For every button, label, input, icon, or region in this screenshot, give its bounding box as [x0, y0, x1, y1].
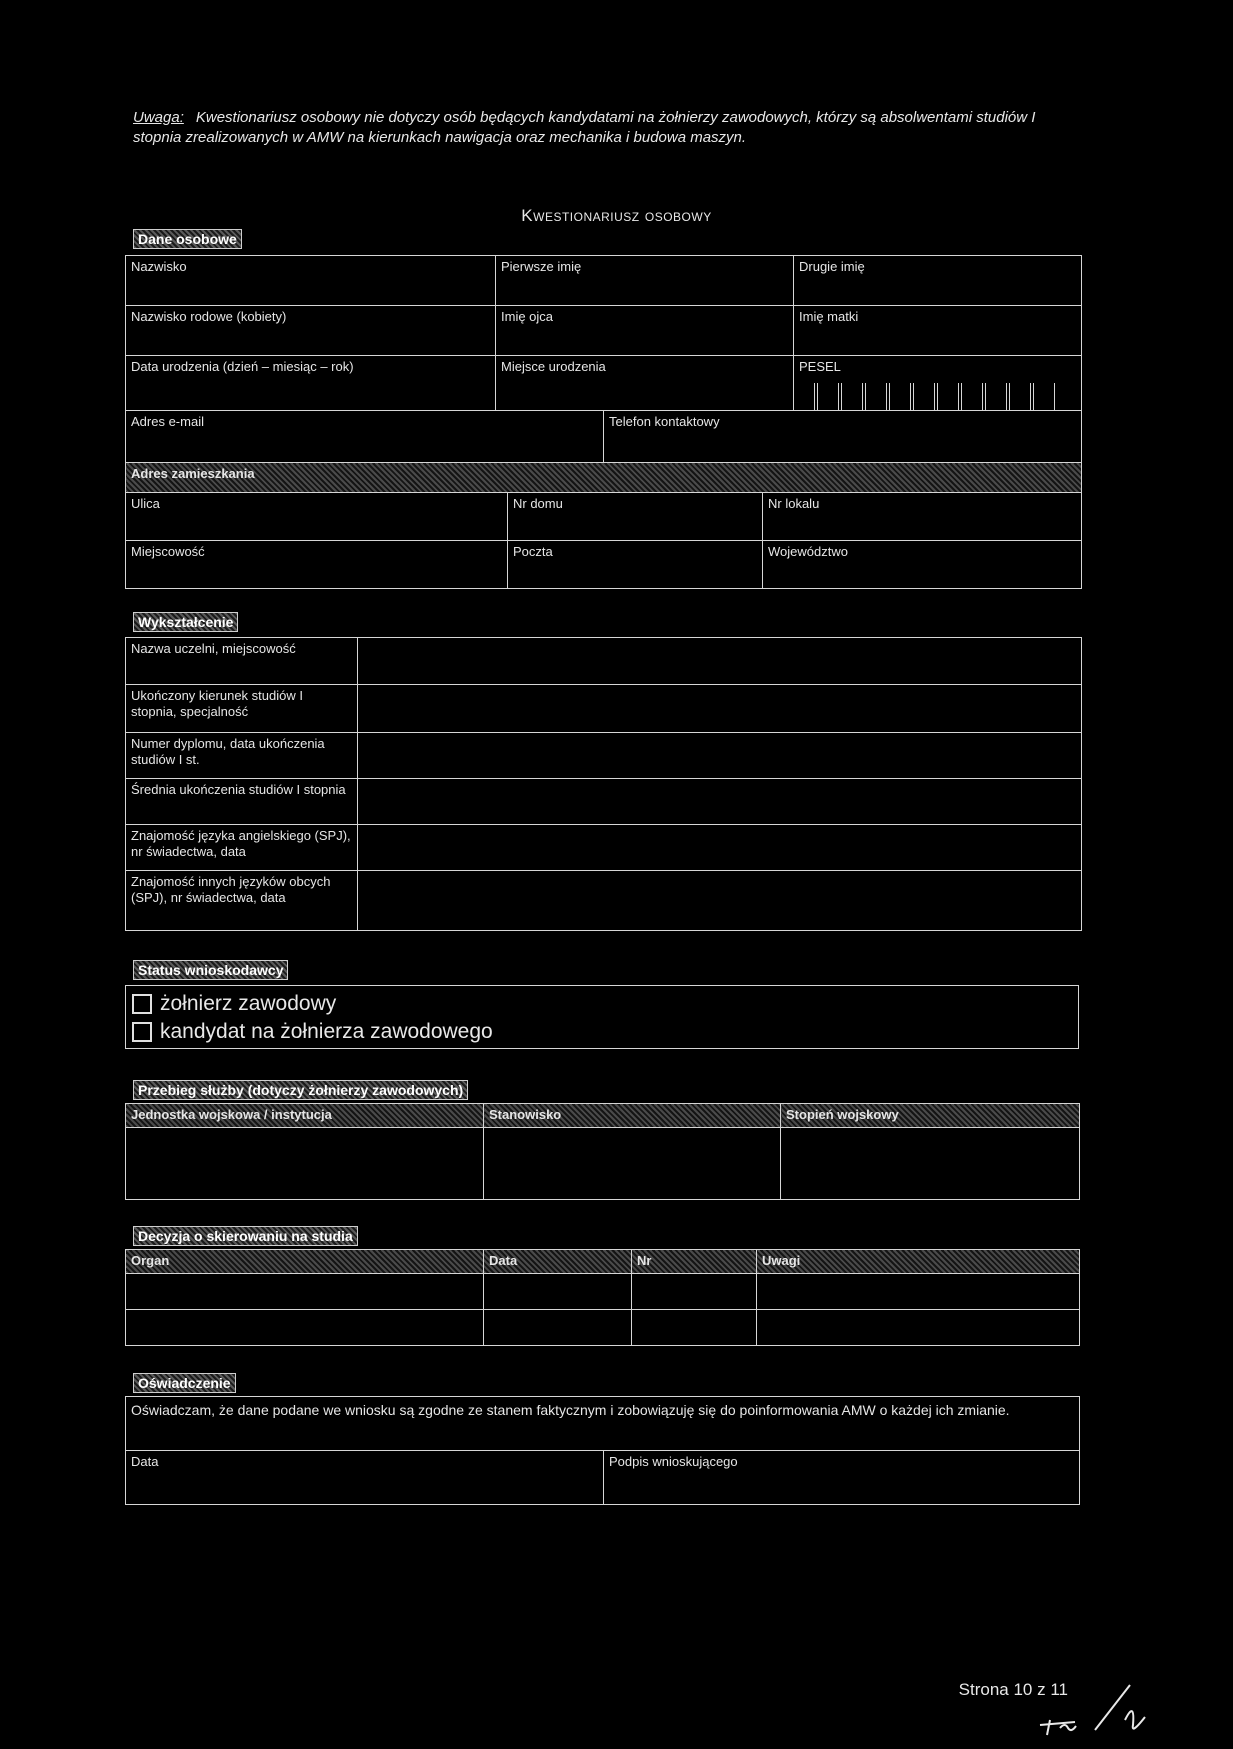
status-option-soldier[interactable] — [132, 990, 1072, 1018]
edu-value[interactable] — [358, 685, 1082, 733]
service-col-unit: Jednostka wojskowa / instytucja — [126, 1104, 484, 1128]
decisions-table — [125, 1249, 1080, 1346]
status-option-candidate[interactable] — [132, 1018, 1072, 1046]
decision-cell[interactable] — [484, 1274, 632, 1310]
decision-cell[interactable] — [484, 1310, 632, 1346]
field-post[interactable]: Poczta — [508, 541, 763, 589]
edu-label: Znajomość języka angielskiego (SPJ), nr świadectwa, data — [126, 825, 358, 871]
edu-value[interactable] — [358, 638, 1082, 685]
contact-table — [125, 410, 1082, 463]
field-house-no[interactable]: Nr domu — [508, 493, 763, 541]
field-city[interactable]: Miejscowość — [126, 541, 508, 589]
status-option-label: kandydat na żołnierza zawodowego — [160, 1020, 493, 1043]
status-box — [125, 985, 1079, 1049]
declaration-text: Oświadczam, że dane podane we wniosku są zgodne ze stanem faktycznym i zobowiązuję się do poinformowania AMW o każdej ich zmianie. — [126, 1397, 1080, 1451]
handwritten-signature — [1035, 1680, 1165, 1740]
field-maiden-name[interactable]: Nazwisko rodowe (kobiety) — [126, 306, 496, 356]
decision-cell[interactable] — [632, 1274, 757, 1310]
note-text: Kwestionariusz osobowy nie dotyczy osób będących kandydatami na żołnierzy zawodowych, którzy są absolwentami studiów I stopnia zrealizowanych w AMW na kierunkach nawigacja oraz mechanika i budowa maszyn. — [133, 109, 1036, 146]
service-col-position: Stanowisko — [484, 1104, 781, 1128]
decision-col-remarks: Uwagi — [757, 1250, 1080, 1274]
education-table — [125, 637, 1082, 931]
edu-value[interactable] — [358, 825, 1082, 871]
section-header-declaration: Oświadczenie — [133, 1373, 236, 1393]
service-cell[interactable] — [126, 1128, 484, 1200]
decision-col-date: Data — [484, 1250, 632, 1274]
section-header-education: Wykształcenie — [133, 612, 238, 632]
field-birth-place[interactable]: Miejsce urodzenia — [496, 356, 794, 411]
field-voivodeship[interactable]: Województwo — [763, 541, 1082, 589]
note — [133, 108, 1078, 148]
field-second-name[interactable]: Drugie imię — [794, 256, 1082, 306]
field-father-name[interactable]: Imię ojca — [496, 306, 794, 356]
field-declaration-date[interactable]: Data — [126, 1451, 604, 1505]
field-phone[interactable]: Telefon kontaktowy — [604, 411, 1082, 463]
field-street[interactable]: Ulica — [126, 493, 508, 541]
decision-cell[interactable] — [126, 1274, 484, 1310]
section-header-decisions: Decyzja o skierowaniu na studia — [133, 1226, 358, 1246]
checkbox-candidate[interactable] — [132, 1022, 152, 1042]
service-cell[interactable] — [484, 1128, 781, 1200]
address-table — [125, 462, 1082, 589]
edu-value[interactable] — [358, 733, 1082, 779]
declaration-table — [125, 1396, 1080, 1505]
edu-label: Średnia ukończenia studiów I stopnia — [126, 779, 358, 825]
field-pesel[interactable]: PESEL — [794, 356, 1082, 411]
decision-col-no: Nr — [632, 1250, 757, 1274]
edu-label: Numer dyplomu, data ukończenia studiów I st. — [126, 733, 358, 779]
decision-col-organ: Organ — [126, 1250, 484, 1274]
decision-cell[interactable] — [632, 1310, 757, 1346]
decision-cell[interactable] — [126, 1310, 484, 1346]
field-mother-name[interactable]: Imię matki — [794, 306, 1082, 356]
page-number: Strona 10 z 11 — [958, 1680, 1068, 1699]
decision-cell[interactable] — [757, 1274, 1080, 1310]
field-surname[interactable]: Nazwisko — [126, 256, 496, 306]
status-option-label: żołnierz zawodowy — [160, 992, 337, 1015]
field-first-name[interactable]: Pierwsze imię — [496, 256, 794, 306]
edu-value[interactable] — [358, 779, 1082, 825]
decision-cell[interactable] — [757, 1310, 1080, 1346]
section-header-service: Przebieg służby (dotyczy żołnierzy zawodowych) — [133, 1080, 468, 1100]
edu-value[interactable] — [358, 871, 1082, 931]
edu-label: Ukończony kierunek studiów I stopnia, specjalność — [126, 685, 358, 733]
edu-label: Nazwa uczelni, miejscowość — [126, 638, 358, 685]
field-email[interactable]: Adres e-mail — [126, 411, 604, 463]
section-header-address: Adres zamieszkania — [126, 463, 1082, 493]
section-header-status: Status wnioskodawcy — [133, 960, 288, 980]
section-header-personal: Dane osobowe — [133, 229, 242, 249]
edu-label: Znajomość innych języków obcych (SPJ), nr świadectwa, data — [126, 871, 358, 931]
page-title: Kwestionariusz osobowy — [521, 206, 712, 225]
field-birth-date[interactable]: Data urodzenia (dzień – miesiąc – rok) — [126, 356, 496, 411]
service-col-rank: Stopień wojskowy — [781, 1104, 1080, 1128]
field-signature[interactable]: Podpis wnioskującego — [604, 1451, 1080, 1505]
pesel-digit-boxes[interactable] — [793, 383, 1057, 411]
note-label: Uwaga: — [133, 109, 184, 126]
service-table — [125, 1103, 1080, 1200]
service-cell[interactable] — [781, 1128, 1080, 1200]
field-apartment-no[interactable]: Nr lokalu — [763, 493, 1082, 541]
checkbox-soldier[interactable] — [132, 994, 152, 1014]
